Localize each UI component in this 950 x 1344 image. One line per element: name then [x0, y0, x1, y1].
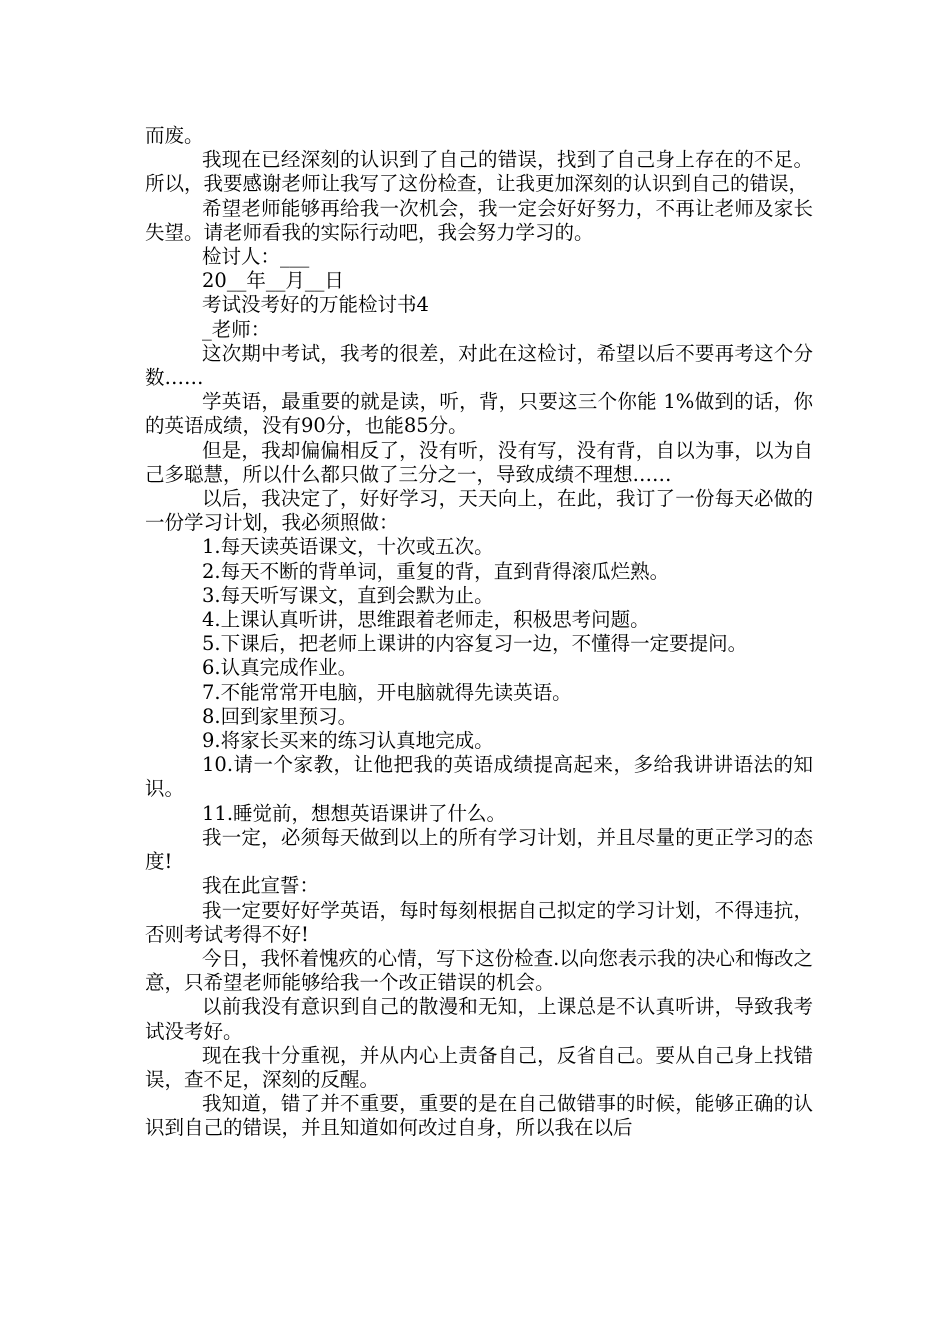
paragraph-however: 但是，我却偏偏相反了，没有听，没有写，没有背，自以为事，以为自己多聪慧，所以什么都只做了三分之一，导致成绩不理想…… — [145, 438, 813, 486]
paragraph-oath-intro: 我在此宣誓： — [202, 874, 320, 898]
salutation: _老师： — [202, 317, 271, 341]
plan-item-1: 1.每天读英语课文，十次或五次。 — [202, 535, 494, 559]
plan-item-8: 8.回到家里预习。 — [202, 704, 358, 728]
paragraph-oath: 我一定要好好学英语，每时每刻根据自己拟定的学习计划，不得违抗，否则考试考得不好! — [145, 898, 813, 946]
paragraph-plan-intro: 以后，我决定了，好好学习，天天向上，在此，我订了一份每天必做的一份学习计划，我必须照做： — [145, 487, 813, 535]
paragraph-commitment: 我一定，必须每天做到以上的所有学习计划，并且尽量的更正学习的态度! — [145, 825, 813, 874]
plan-item-7: 7.不能常常开电脑，开电脑就得先读英语。 — [202, 680, 572, 704]
paragraph-now: 现在我十分重视，并从内心上责备自己，反省自己。要从自己身上找错误，查不足，深刻的反醒。 — [145, 1043, 813, 1091]
plan-item-5: 5.下课后，把老师上课讲的内容复习一边，不懂得一定要提问。 — [202, 632, 748, 656]
paragraph-recognition: 我现在已经深刻的认识到了自己的错误，找到了自己身上存在的不足。所以，我要感谢老师让我写了这份检查，让我更加深刻的认识到自己的错误， — [145, 148, 813, 196]
plan-item-4: 4.上课认真听讲，思维跟着老师走，积极思考问题。 — [202, 608, 650, 632]
plan-item-11: 11.睡觉前，想想英语课讲了什么。 — [202, 801, 507, 825]
paragraph-english: 学英语，最重要的就是读，听，背，只要这三个你能 1%做到的话，你的英语成绩，没有90分，也能85分。 — [145, 390, 813, 438]
paragraph-hope: 希望老师能够再给我一次机会，我一定会好好努力，不再让老师及家长失望。请老师看我的实际行动吧，我会努力学习的。 — [145, 196, 813, 244]
plan-item-6: 6.认真完成作业。 — [202, 656, 358, 680]
document-body — [145, 124, 813, 1141]
paragraph-exam: 这次期中考试，我考的很差，对此在这检讨，希望以后不要再考这个分数…… — [145, 341, 813, 390]
paragraph-today: 今日，我怀着愧疚的心情，写下这份检查.以向您表示我的决心和悔改之意，只希望老师能够给我一个改正错误的机会。 — [145, 946, 813, 995]
signature-line: 检讨人：___ — [202, 245, 310, 269]
paragraph-before: 以前我没有意识到自己的散漫和无知，上课总是不认真听讲，导致我考试没考好。 — [145, 995, 813, 1043]
plan-item-10: 10.请一个家教，让他把我的英语成绩提高起来，多给我讲讲语法的知识。 — [145, 753, 813, 801]
plan-item-9: 9.将家长买来的练习认真地完成。 — [202, 729, 494, 753]
plan-item-2: 2.每天不断的背单词，重复的背，直到背得滚瓜烂熟。 — [202, 559, 670, 583]
section-title: 考试没考好的万能检讨书4 — [202, 293, 429, 317]
date-line: 20__年__月__日 — [202, 269, 344, 293]
paragraph-continuation: 而废。 — [145, 124, 204, 147]
plan-item-3: 3.每天听写课文，直到会默为止。 — [202, 583, 494, 607]
paragraph-know: 我知道，错了并不重要，重要的是在自己做错事的时候，能够正确的认识到自己的错误，并且知道如何改过自身，所以我在以后 — [145, 1092, 813, 1140]
